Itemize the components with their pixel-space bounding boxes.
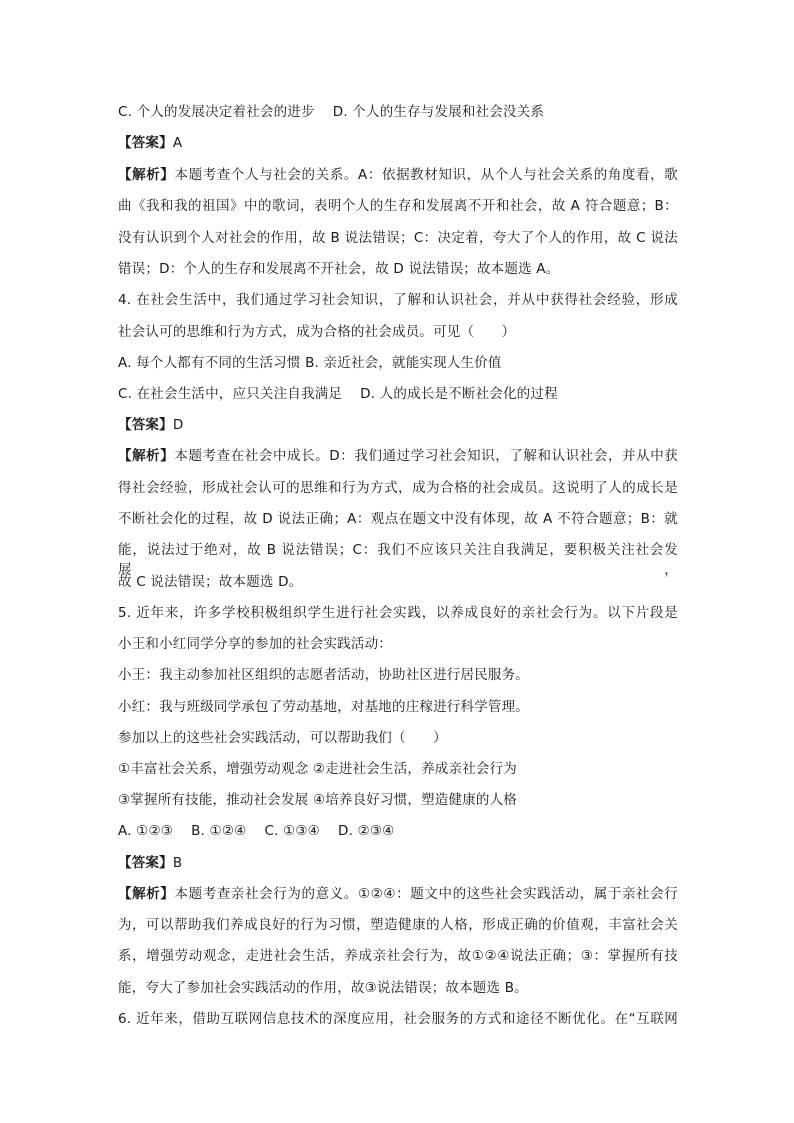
- q5-stem-line-4: 小红：我与班级同学承包了劳动基地，对基地的庄稼进行科学管理。: [118, 699, 529, 715]
- q3-analysis-line-4: 错误；D：个人的生存和发展离不开社会，故 D 说法错误；故本题选 A。: [118, 261, 560, 277]
- q5-option-c: C. ①③④: [264, 823, 320, 839]
- q5-stem-line-5: 参加以上的这些社会实践活动，可以帮助我们（ ）: [118, 730, 447, 746]
- q5-stem-line-3: 小王：我主动参加社区组织的志愿者活动，协助社区进行居民服务。: [118, 667, 529, 683]
- q4-stem-line-1: 4. 在社会生活中，我们通过学习社会知识，了解和认识社会，并从中获得社会经验，形成: [118, 292, 678, 308]
- q4-answer: [118, 415, 678, 435]
- q4-option-b: B. 亲近社会，就能实现人生价值: [305, 355, 502, 371]
- q3-analysis-line-1: 【解析】本题考查个人与社会的关系。A：依据教材知识，从个人与社会关系的角度看，歌: [118, 167, 678, 183]
- q4-analysis-line-5: 故 C 说法错误；故本题选 D。: [118, 574, 303, 590]
- q5-analysis-line-3: 系，增强劳动观念，走进社会生活，养成亲社会行为，故①②④说法正确；③：掌握所有技: [118, 948, 678, 964]
- q5-option-b: B. ①②④: [191, 823, 247, 839]
- q5-analysis-line-1: 【解析】本题考查亲社会行为的意义。①②④：题文中的这些社会实践活动，属于亲社会行: [118, 886, 678, 902]
- q4-option-a: A. 每个人都有不同的生活习惯: [118, 355, 301, 371]
- q5-option-a: A. ①②③: [118, 823, 174, 839]
- q4-stem-line-2: 社会认可的思维和行为方式，成为合格的社会成员。可见（ ）: [118, 324, 516, 340]
- q5-statements-line-2: ③掌握所有技能，推动社会发展 ④培养良好习惯，塑造健康的人格: [118, 792, 517, 808]
- q3-options-cd: [118, 102, 678, 122]
- answer-value: A: [172, 135, 183, 151]
- q5-stem-line-1: 5. 近年来，许多学校积极组织学生进行社会实践，以养成良好的亲社会行为。以下片段是: [118, 605, 678, 621]
- answer-value: D: [172, 417, 184, 433]
- q3-option-d: D. 个人的生存与发展和社会没关系: [332, 104, 545, 120]
- q5-option-d: D. ②③④: [337, 823, 395, 839]
- answer-tag: 【答案】: [118, 855, 173, 871]
- q5-analysis-line-4: 能，夸大了参加社会实践活动的作用，故③说法错误；故本题选 B。: [118, 980, 528, 996]
- q5-analysis-line-2: 为，可以帮助我们养成良好的行为习惯，塑造健康的人格，形成正确的价值观，丰富社会关: [118, 917, 678, 933]
- answer-tag: 【答案】: [118, 135, 173, 151]
- q4-analysis-line-3: 不断社会化的过程，故 D 说法正确；A：观点在题文中没有体现，故 A 不符合题意；B：就: [118, 511, 678, 527]
- q3-answer: [118, 133, 678, 153]
- q4-analysis-line-2: 得社会经验，形成社会认可的思维和行为方式，成为合格的社会成员。这说明了人的成长是: [118, 480, 678, 496]
- q5-answer: [118, 853, 678, 873]
- q6-stem-line-1: 6. 近年来，借助互联网信息技术的深度应用，社会服务的方式和途径不断优化。在“互联网: [118, 1011, 678, 1027]
- q5-stem-line-2: 小王和小红同学分享的参加的社会实践活动：: [118, 636, 392, 652]
- analysis-tag: 【解析】: [118, 886, 175, 902]
- analysis-tag: 【解析】: [118, 167, 175, 183]
- q3-analysis-line-3: 没有认识到个人对社会的作用，故 B 说法错误；C：决定着，夸大了个人的作用，故 C 说法: [118, 230, 678, 246]
- q3-option-c: C. 个人的发展决定着社会的进步: [118, 104, 315, 120]
- answer-value: B: [172, 855, 183, 871]
- q5-options: [118, 821, 678, 841]
- q4-option-c: C. 在社会生活中，应只关注自我满足: [118, 386, 343, 402]
- q3-analysis-line-2: 曲《我和我的祖国》中的歌词，表明个人的生存和发展离不开和社会，故 A 符合题意；B：: [118, 198, 678, 214]
- q4-options-ab: [118, 353, 678, 373]
- q4-analysis-line-4: 能，说法过于绝对，故 B 说法错误；C：我们不应该只关注自我满足，要积极关注社会发展，: [118, 542, 678, 578]
- q4-option-d: D. 人的成长是不断社会化的过程: [360, 386, 558, 402]
- q4-options-cd: [118, 384, 678, 404]
- q5-statements-line-1: ①丰富社会关系，增强劳动观念 ②走进社会生活，养成亲社会行为: [118, 761, 517, 777]
- answer-tag: 【答案】: [118, 417, 173, 433]
- q4-analysis-line-1: 【解析】本题考查在社会中成长。D：我们通过学习社会知识，了解和认识社会，并从中获: [118, 448, 678, 464]
- analysis-tag: 【解析】: [118, 448, 175, 464]
